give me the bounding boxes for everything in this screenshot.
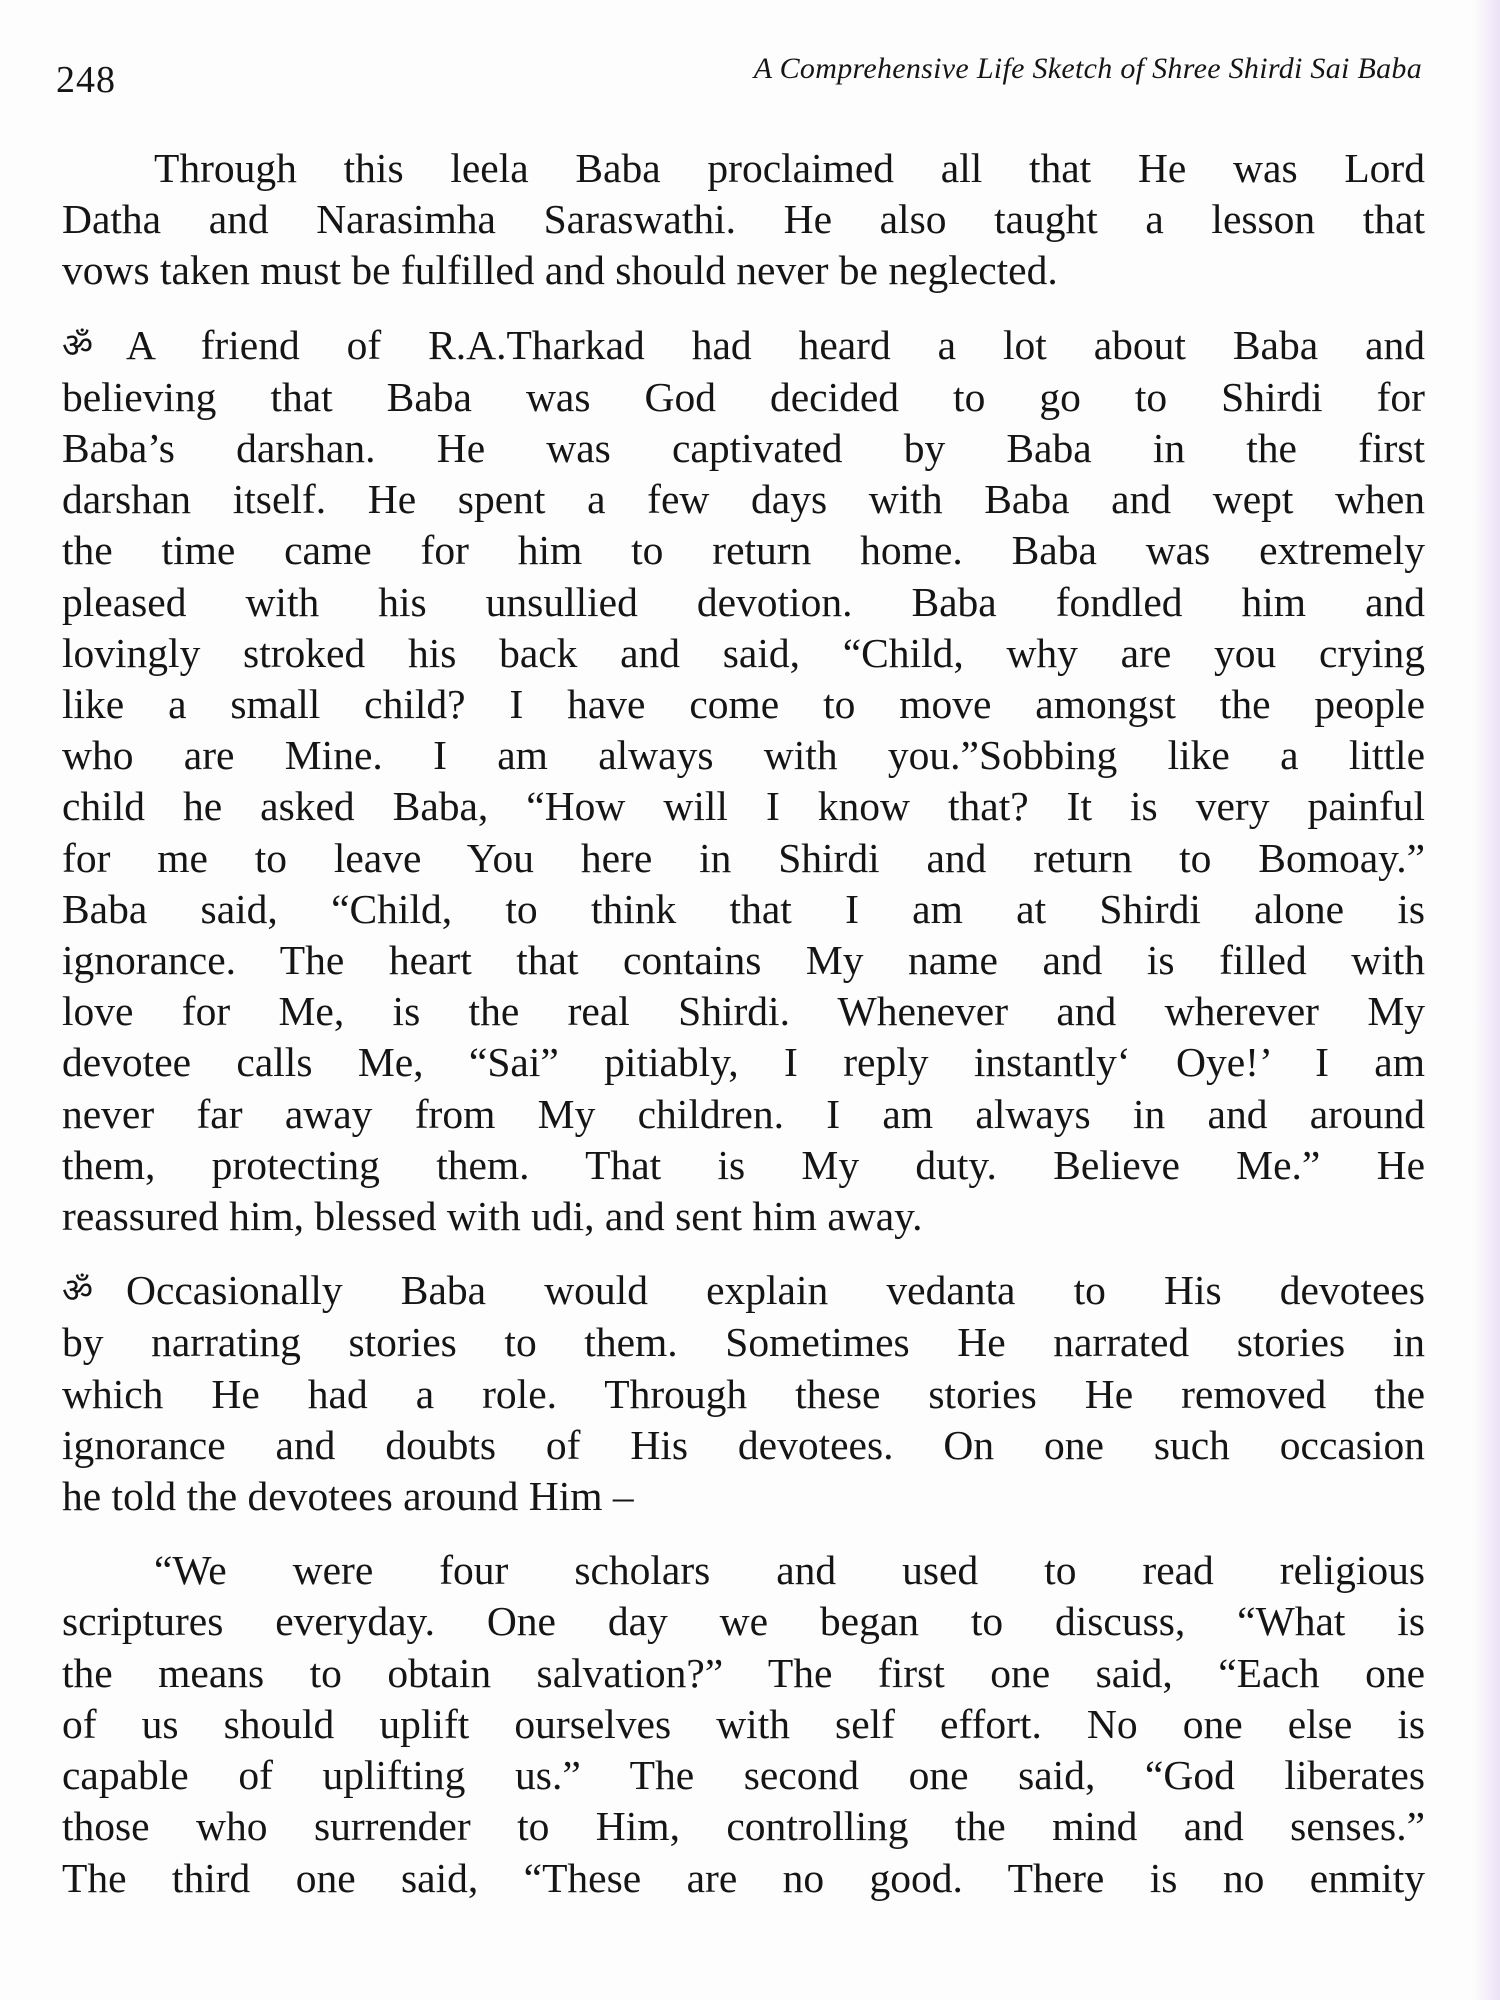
- text-line: love for Me, is the real Shirdi. Whenever and wherever My: [62, 988, 1425, 1035]
- text-line: darshan itself. He spent a few days with Baba and wept when: [62, 476, 1425, 523]
- text-line: believing that Baba was God decided to go to Shirdi for: [62, 373, 1425, 420]
- page-edge-shadow: [1472, 0, 1500, 2000]
- text-line: by narrating stories to them. Sometimes He narrated stories in: [62, 1319, 1425, 1366]
- text-line: pleased with his unsullied devotion. Baba fondled him and: [62, 578, 1425, 625]
- paragraph-1: [62, 143, 1425, 297]
- om-symbol-icon: ॐ: [62, 1273, 94, 1311]
- page-number: 248: [56, 59, 116, 101]
- paragraph-2: [62, 320, 1425, 1243]
- text-line: devotee calls Me, “Sai” pitiably, I reply instantly‘ Oye!’ I am: [62, 1039, 1425, 1086]
- text-line: for me to leave You here in Shirdi and return to Bomoay.”: [62, 834, 1425, 881]
- om-symbol-icon: ॐ: [62, 327, 94, 365]
- text-line-content: A friend of R.A.Tharkad had heard a lot about Baba and: [126, 321, 1425, 368]
- text-line: Baba’s darshan. He was captivated by Baba in the first: [62, 425, 1425, 472]
- text-line: of us should uplift ourselves with self effort. No one else is: [62, 1700, 1425, 1747]
- text-line: who are Mine. I am always with you.”Sobbing like a little: [62, 732, 1425, 779]
- text-line: Datha and Narasimha Saraswathi. He also taught a lesson that: [62, 196, 1425, 243]
- text-line: child he asked Baba, “How will I know that? It is very painful: [62, 783, 1425, 830]
- text-line: those who surrender to Him, controlling the mind and senses.”: [62, 1803, 1425, 1850]
- text-line: like a small child? I have come to move amongst the people: [62, 681, 1425, 728]
- text-line: vows taken must be fulfilled and should never be neglected.: [62, 247, 1058, 294]
- text-line: the means to obtain salvation?” The first one said, “Each one: [62, 1649, 1425, 1696]
- text-line: [62, 1265, 1425, 1317]
- text-line: [62, 320, 1425, 372]
- text-line: ignorance. The heart that contains My name and is filled with: [62, 937, 1425, 984]
- text-line: the time came for him to return home. Baba was extremely: [62, 527, 1425, 574]
- text-line: which He had a role. Through these stories He removed the: [62, 1370, 1425, 1417]
- text-line: Through this leela Baba proclaimed all that He was Lord: [154, 145, 1425, 191]
- paragraph-3: [62, 1265, 1425, 1522]
- text-line: “We were four scholars and used to read religious: [154, 1547, 1425, 1594]
- text-line: scriptures everyday. One day we began to discuss, “What is: [62, 1598, 1425, 1645]
- text-line: ignorance and doubts of His devotees. On one such occasion: [62, 1421, 1425, 1468]
- text-line: reassured him, blessed with udi, and sent him away.: [62, 1193, 923, 1240]
- text-line: them, protecting them. That is My duty. Believe Me.” He: [62, 1141, 1425, 1188]
- running-header-title: A Comprehensive Life Sketch of Shree Shirdi Sai Baba: [753, 52, 1422, 85]
- text-line: never far away from My children. I am always in and around: [62, 1090, 1425, 1137]
- text-line: The third one said, “These are no good. There is no enmity: [62, 1854, 1425, 1901]
- paragraph-4: [62, 1545, 1425, 1903]
- text-line: he told the devotees around Him –: [62, 1473, 634, 1520]
- text-line: Baba said, “Child, to think that I am at Shirdi alone is: [62, 885, 1425, 932]
- text-line: lovingly stroked his back and said, “Child, why are you crying: [62, 629, 1425, 676]
- body-text: [62, 143, 1425, 1927]
- text-line: capable of uplifting us.” The second one said, “God liberates: [62, 1752, 1425, 1799]
- text-line-content: Occasionally Baba would explain vedanta to His devotees: [126, 1267, 1425, 1314]
